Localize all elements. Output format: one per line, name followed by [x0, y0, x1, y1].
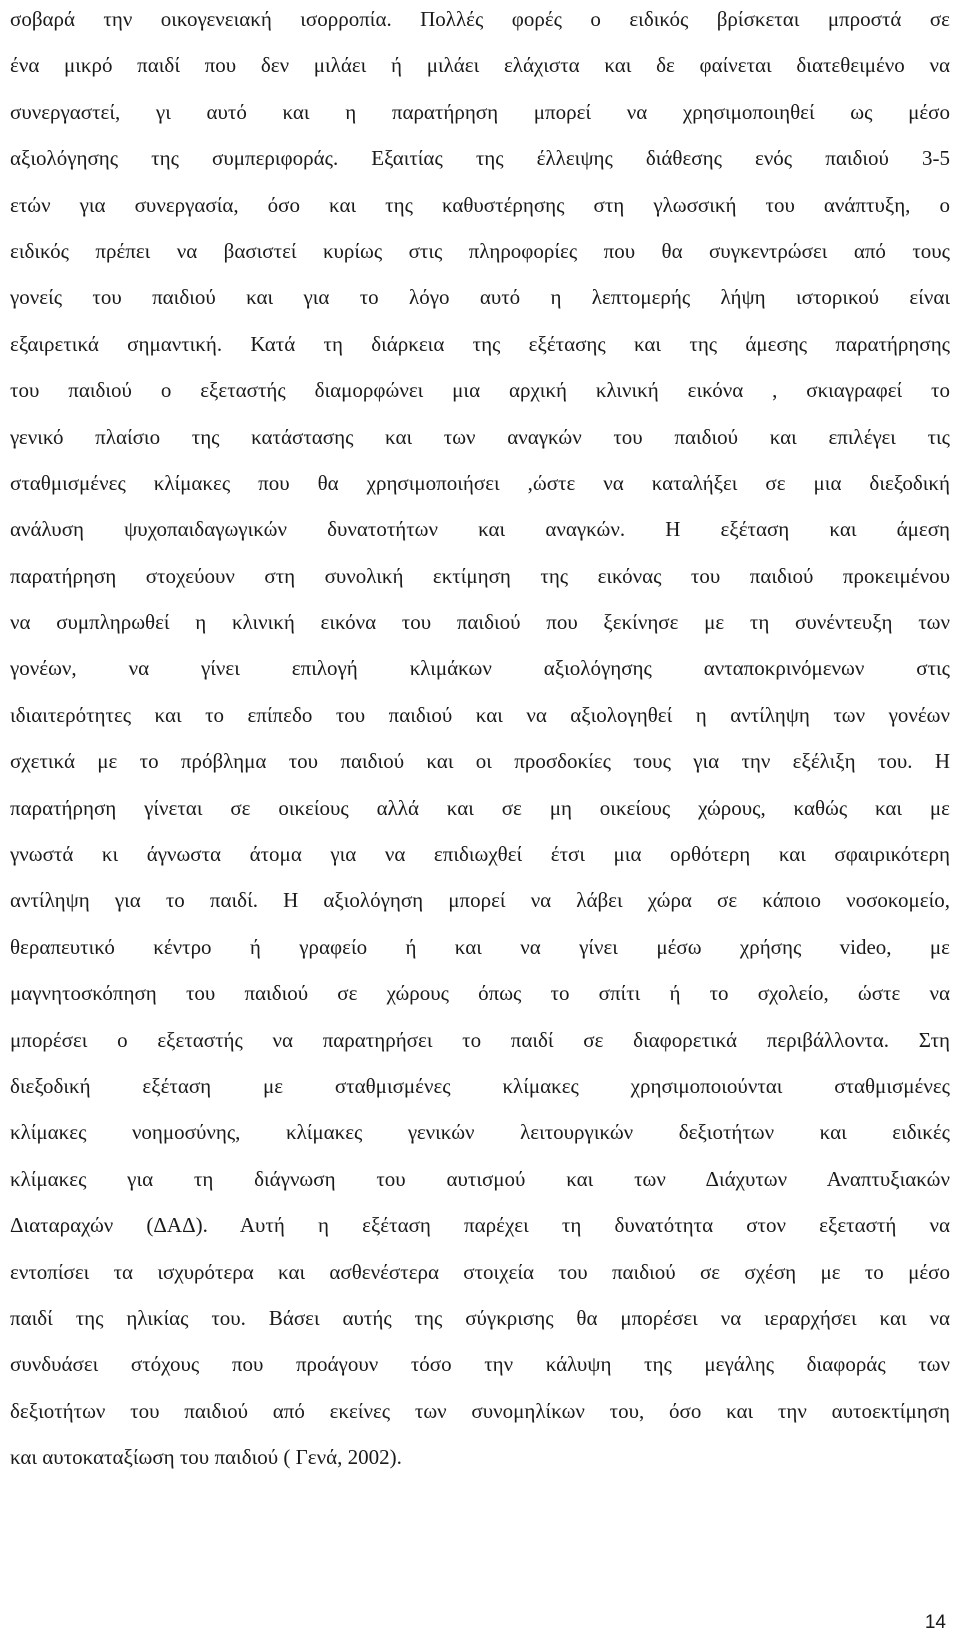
page-number: 14	[924, 1612, 946, 1633]
text-line: σταθμισμένες κλίμακες που θα χρησιμοποιήσει ,ώστε να καταλήξει σε μια διεξοδική	[10, 470, 950, 495]
text-line: ανάλυση ψυχοπαιδαγωγικών δυνατοτήτων και αναγκών. Η εξέταση και άμεση	[10, 517, 950, 542]
text-line: κλίμακες νοημοσύνης, κλίμακες γενικών λειτουργικών δεξιοτήτων και ειδικές	[10, 1120, 950, 1145]
text-line: και αυτοκαταξίωση του παιδιού ( Γενά, 2002).	[10, 1445, 402, 1470]
text-line: δεξιοτήτων του παιδιού από εκείνες των συνομηλίκων του, όσο και την αυτοεκτίμηση	[10, 1398, 950, 1423]
text-line: συνδυάσει στόχους που προάγουν τόσο την κάλυψη της μεγάλης διαφοράς των	[10, 1352, 950, 1377]
text-line: διεξοδική εξέταση με σταθμισμένες κλίμακες χρησιμοποιούνται σταθμισμένες	[10, 1073, 950, 1098]
text-line: μπορέσει ο εξεταστής να παρατηρήσει το παιδί σε διαφορετικά περιβάλλοντα. Στη	[10, 1027, 950, 1052]
text-line: σοβαρά την οικογενειακή ισορροπία. Πολλές φορές ο ειδικός βρίσκεται μπροστά σε	[10, 7, 950, 31]
text-line: παρατήρηση στοχεύουν στη συνολική εκτίμηση της εικόνας του παιδιού προκειμένου	[10, 563, 950, 588]
body-paragraph	[10, 0, 950, 1481]
text-line: ιδιαιτερότητες και το επίπεδο του παιδιού και να αξιολογηθεί η αντίληψη των γονέων	[10, 702, 950, 727]
text-line: ειδικός πρέπει να βασιστεί κυρίως στις πληροφορίες που θα συγκεντρώσει από τους	[10, 238, 950, 263]
text-line: γονέων, να γίνει επιλογή κλιμάκων αξιολόγησης ανταποκρινόμενων στις	[10, 656, 950, 681]
text-line: γονείς του παιδιού και για το λόγο αυτό η λεπτομερής λήψη ιστορικού είναι	[10, 285, 950, 310]
text-line: Διαταραχών (ΔΑΔ). Αυτή η εξέταση παρέχει τη δυνατότητα στον εξεταστή να	[10, 1213, 950, 1238]
text-line: γνωστά κι άγνωστα άτομα για να επιδιωχθεί έτσι μια ορθότερη και σφαιρικότερη	[10, 842, 950, 867]
text-line: εξαιρετικά σημαντική. Κατά τη διάρκεια της εξέτασης και της άμεσης παρατήρησης	[10, 331, 950, 356]
text-line: του παιδιού ο εξεταστής διαμορφώνει μια αρχική κλινική εικόνα , σκιαγραφεί το	[10, 378, 950, 403]
text-line: γενικό πλαίσιο της κατάστασης και των αναγκών του παιδιού και επιλέγει τις	[10, 424, 950, 449]
text-line: ένα μικρό παιδί που δεν μιλάει ή μιλάει ελάχιστα και δε φαίνεται διατεθειμένο να	[10, 53, 950, 78]
text-line: μαγνητοσκόπηση του παιδιού σε χώρους όπως το σπίτι ή το σχολείο, ώστε να	[10, 981, 950, 1006]
text-line: παιδί της ηλικίας του. Βάσει αυτής της σύγκρισης θα μπορέσει να ιεραρχήσει και να	[10, 1305, 950, 1330]
text-line: ετών για συνεργασία, όσο και της καθυστέρησης στη γλωσσική του ανάπτυξη, ο	[10, 192, 950, 217]
text-line: παρατήρηση γίνεται σε οικείους αλλά και σε μη οικείους χώρους, καθώς και με	[10, 795, 950, 820]
text-line: θεραπευτικό κέντρο ή γραφείο ή και να γίνει μέσω χρήσης video, με	[10, 934, 950, 959]
text-line: εντοπίσει τα ισχυρότερα και ασθενέστερα στοιχεία του παιδιού σε σχέση με το μέσο	[10, 1259, 950, 1284]
text-line: να συμπληρωθεί η κλινική εικόνα του παιδιού που ξεκίνησε με τη συνέντευξη των	[10, 610, 950, 635]
text-line: αντίληψη για το παιδί. Η αξιολόγηση μπορεί να λάβει χώρα σε κάποιο νοσοκομείο,	[10, 888, 950, 913]
text-line: συνεργαστεί, γι αυτό και η παρατήρηση μπορεί να χρησιμοποιηθεί ως μέσο	[10, 99, 950, 124]
text-line: αξιολόγησης της συμπεριφοράς. Εξαιτίας της έλλειψης διάθεσης ενός παιδιού 3-5	[10, 146, 950, 171]
text-line: κλίμακες για τη διάγνωση του αυτισμού και των Διάχυτων Αναπτυξιακών	[10, 1166, 950, 1191]
text-line: σχετικά με το πρόβλημα του παιδιού και οι προσδοκίες τους για την εξέλιξη του. Η	[10, 749, 950, 774]
